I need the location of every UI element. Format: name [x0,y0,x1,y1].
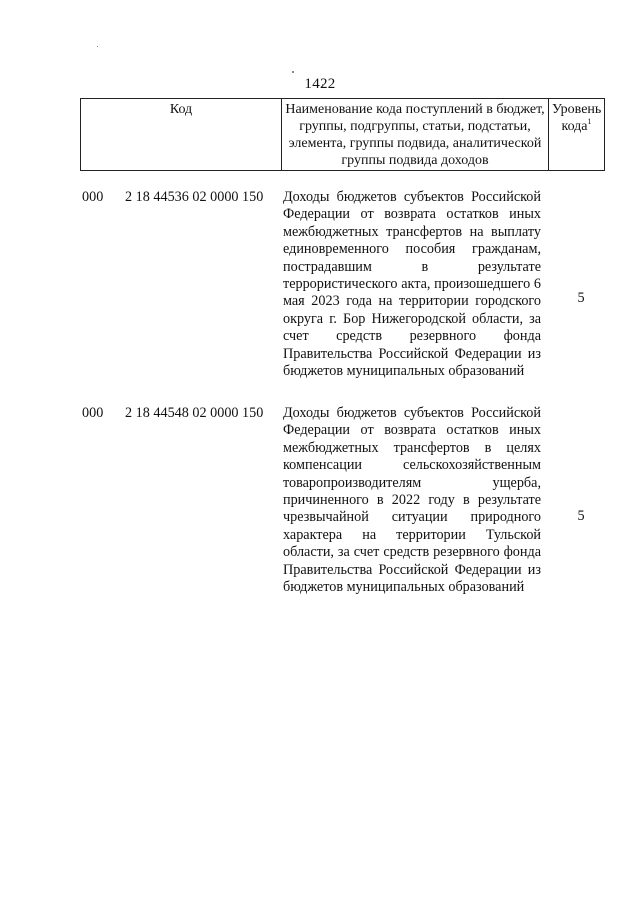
row-group-code: 000 [82,189,104,205]
row-code-level: 5 [577,508,585,524]
row-code-level: 5 [577,290,585,306]
page-number: 1422 [304,76,336,92]
header-row [81,99,605,171]
scan-speck [97,46,98,47]
header-code: Код [81,99,282,171]
row-income-name: Доходы бюджетов субъектов Российской Федерации от возврата остатков иных межбюджетных трансфертов в целях компенсации сельскохозяйственным товаропроизводителям ущерба, причиненного в 2022 году в результате чрезвычайной ситуации природного характера на территории Тульской области, за счет средств резервного фонда Правительства Российской Федерации из бюджетов муниципальных образований [283,405,541,596]
row-income-name: Доходы бюджетов субъектов Российской Федерации от возврата остатков иных межбюджетных трансфертов на выплату единовременного пособия гражданам, пострадавшим в результате террористического акта, произошедшего 6 мая 2023 года на территории городского округа г. Бор Нижегородской области, за счет средств резервного фонда Правительства Российской Федерации из бюджетов муниципальных образований [283,189,541,380]
header-level-footnote: 1 [587,117,592,126]
header-level-label: Уровень кода [552,102,602,134]
header-level [549,99,605,171]
row-income-code: 2 18 44536 02 0000 150 [125,189,264,205]
table-row [80,189,605,409]
scan-speck [292,71,294,73]
header-name: Наименование кода поступлений в бюджет, группы, подгруппы, статьи, подстатьи, элемента, группы подвида, аналитической группы подвида доходов [282,99,549,171]
row-group-code: 000 [82,405,104,421]
table-row [80,405,605,625]
table-header [80,98,605,171]
row-income-code: 2 18 44548 02 0000 150 [125,405,264,421]
